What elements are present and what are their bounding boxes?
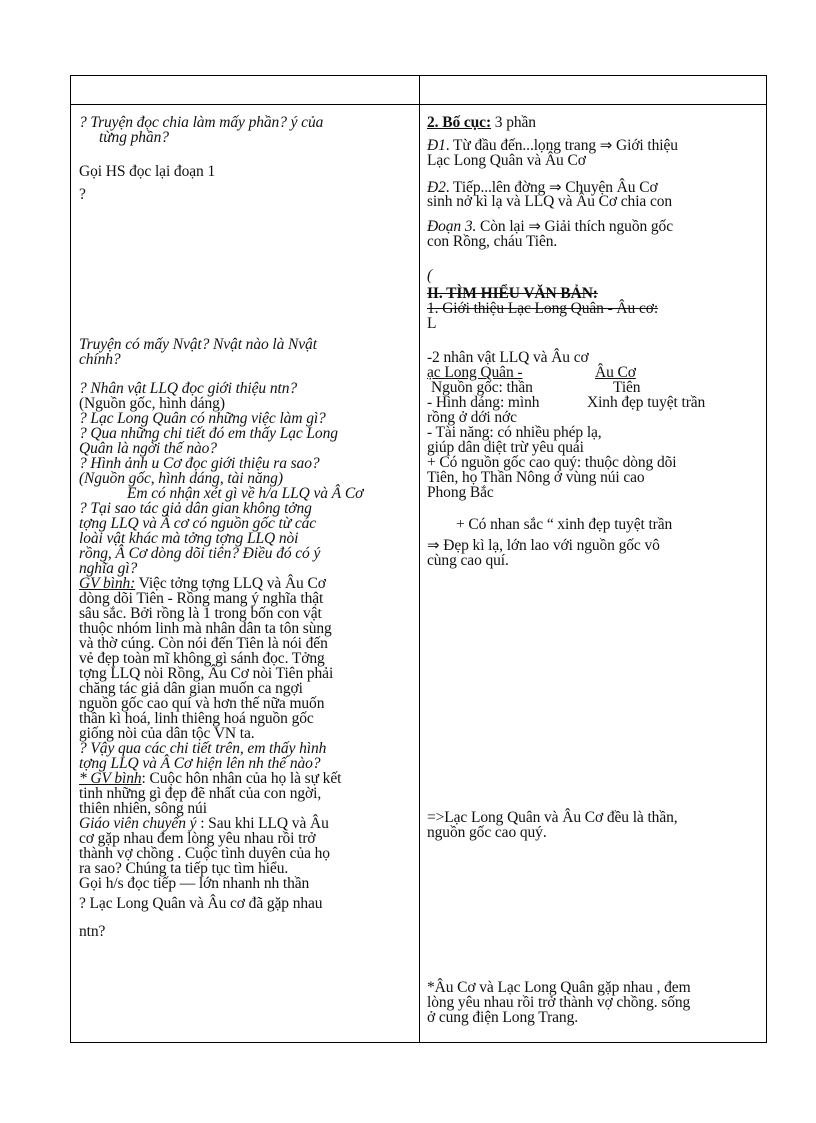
layout-heading-label: 2. Bố cục:: [427, 114, 492, 131]
transition-line-2: cơ gặp nhau đem lòng yêu nhau rồi trở: [79, 830, 316, 847]
question-characters-cont: chính?: [79, 351, 121, 368]
subsection-1-heading: 1. Giới thiệu Lạc Long Quân - Âu cơ:: [427, 300, 659, 317]
arrow-icon: ⇒: [427, 536, 440, 554]
comment-line-6: vẻ đẹp toàn mĩ không gì sánh đọc. Tởng: [79, 650, 325, 667]
meeting-summary: *Âu Cơ và Lạc Long Quân gặp nhau , đem: [427, 979, 691, 996]
part-3: Đoạn 3. Còn lại ⇒ Giải thích nguồn gốc: [427, 217, 673, 235]
arrow-icon: ⇒: [528, 217, 541, 235]
open-paren: (: [427, 267, 433, 284]
question-why-4: rồng, Â Cơ dòng dõi tiên? Điều đó có ý: [79, 545, 321, 562]
teacher-comment-2-label: * GV bình: [79, 770, 142, 787]
col-auco: Âu Cơ: [595, 364, 636, 381]
comment-line-9: nguồn gốc cao quí và hơn thế nữa muốn: [79, 695, 325, 712]
question-characters: Truyện có mấy Nvật? Nvật nào là Nvật: [79, 336, 317, 353]
question-meeting-cont: ntn?: [79, 923, 106, 940]
hint-origin-shape: (Nguồn gốc, hình dáng): [79, 395, 225, 412]
part-3-cont: con Rồng, cháu Tiên.: [427, 233, 558, 250]
layout-heading-value: 3 phần: [491, 114, 536, 131]
noble-origin-3: Phong Bắc: [427, 484, 494, 501]
question-why-5: nghĩa gì?: [79, 560, 138, 577]
question-why-2: tợng LLQ và Â cơ có nguồn gốc từ các: [79, 515, 317, 532]
question-llq-person-cont: Quân là ngời thế nào?: [79, 440, 217, 457]
conclusion-gods-cont: nguồn gốc cao quý.: [427, 824, 547, 841]
comment-line-11: giống nòi của dân tộc VN ta.: [79, 725, 255, 742]
teacher-comment-label: GV bình:: [79, 575, 136, 592]
part-2-cont: sinh nở kì lạ và LLQ và Âu Cơ chia con: [427, 193, 673, 210]
beauty-row: + Có nhan sắc “ xinh đẹp tuyệt trần: [456, 516, 673, 533]
read-paragraph-1: Gọi HS đọc lại đoạn 1: [79, 163, 216, 180]
meeting-summary-2: lòng yêu nhau rồi trở thành vợ chồng. sống: [427, 994, 691, 1011]
part-2: Đ2. Tiếp...lên đờng ⇒ Chuyện Âu Cơ: [427, 178, 658, 196]
lesson-table: [70, 75, 767, 1043]
comment-line-3: sâu sắc. Bởi rồng là 1 trong bốn con vật: [79, 605, 322, 622]
layout-heading: [427, 116, 536, 130]
arrow-icon: ⇒: [549, 178, 562, 196]
teacher-transition-text: : Sau khi LLQ và Âu: [196, 815, 329, 832]
talent-row: - Tài năng: có nhiều phép lạ,: [427, 424, 602, 441]
teacher-comment-text: Việc tởng tợng LLQ và Âu Cơ: [135, 575, 326, 592]
comment-line-5: và thờ cúng. Còn nói đến Tiên là nói đến: [79, 635, 328, 652]
comment2-line-3: thiên nhiên, sông núi: [79, 800, 207, 817]
question-parts-cont: từng phần?: [99, 129, 169, 146]
question-image: ? Vậy qua các chi tiết trên, em thấy hình: [79, 740, 327, 757]
talent-row-cont: giúp dân diệt trừ yêu quái: [427, 439, 584, 456]
question-image-cont: tợng LLQ và Â Cơ hiện lên nh thế nào?: [79, 755, 321, 772]
stray-letter: L: [427, 315, 437, 332]
comment2-line-2: tinh những gì đẹp đẽ nhất của con ngời,: [79, 785, 322, 802]
origin-row: Nguồn gốc: thần Tiên: [431, 379, 641, 396]
question-meeting: ? Lạc Long Quân và Âu cơ đã gặp nhau: [79, 895, 323, 912]
shape-row: - Hình dáng: mình Xinh đẹp tuyệt trần: [427, 394, 706, 411]
noble-origin-2: Tiên, họ Thần Nông ở vùng núi cao: [427, 469, 645, 486]
transition-line-3: thành vợ chồng . Cuộc tình duyên của họ: [79, 845, 330, 862]
conclusion-beauty-cont: cùng cao quí.: [427, 552, 509, 569]
teacher-comment-2: [79, 772, 341, 786]
section-2-heading: II. TÌM HIỂU VĂN BẢN:: [427, 285, 598, 302]
comment-line-10: thần kì hoá, linh thiêng hoá nguồn gốc: [79, 710, 314, 727]
noble-origin: + Có nguồn gốc cao quý: thuộc dòng dõi: [427, 454, 677, 471]
teacher-transition-label: Giáo viên chuyển ý: [79, 815, 197, 832]
question-llq-deeds: ? Lạc Long Quân có những việc làm gì?: [79, 410, 326, 427]
part-1-cont: Lạc Long Quân và Âu Cơ: [427, 152, 586, 169]
comment-line-4: thuộc nhóm linh mà nhân dân ta tôn sùng: [79, 620, 332, 637]
question-mark: ?: [79, 186, 86, 203]
read-next: Gọi h/s đọc tiếp — lớn nhanh nh thần: [79, 875, 310, 892]
col-llq: ạc Long Quân -: [427, 364, 523, 381]
question-llq-person: ? Qua những chi tiết đó em thấy Lạc Long: [79, 425, 338, 442]
teacher-comment-2-text: : Cuộc hôn nhân của họ là sự kết: [141, 770, 342, 787]
shape-row-cont: rồng ở dới nớc: [427, 409, 517, 426]
conclusion-gods: =>Lạc Long Quân và Âu Cơ đều là thần,: [427, 809, 678, 826]
question-comment: Em có nhận xét gì về h/a LLQ và Â Cơ: [127, 485, 364, 502]
question-auco-intro: ? Hình ảnh u Cơ đọc giới thiệu ra sao?: [79, 455, 320, 472]
question-why: ? Tại sao tác giả dân gian không tởng: [79, 500, 312, 517]
comment-line-2: dòng dõi Tiên - Rồng mang ý nghĩa thật: [79, 590, 324, 607]
transition-line-4: ra sao? Chúng ta tiếp tục tìm hiểu.: [79, 860, 289, 877]
question-llq-intro: ? Nhân vật LLQ đọc giới thiệu ntn?: [79, 380, 297, 397]
meeting-summary-3: ở cung điện Long Trang.: [427, 1009, 578, 1026]
column-divider: [419, 76, 420, 1042]
character-columns: [427, 364, 636, 381]
teacher-transition: [79, 817, 329, 831]
conclusion-beauty: ⇒ Đẹp kì lạ, lớn lao với nguồn gốc vô: [427, 536, 660, 554]
arrow-icon: ⇒: [599, 136, 613, 154]
hint-origin-shape-talent: (Nguồn gốc, hình dáng, tài năng): [79, 470, 283, 487]
comment-line-7: tợng LLQ nòi Rồng, Âu Cơ nòi Tiên phải: [79, 665, 334, 682]
two-characters: -2 nhân vật LLQ và Âu cơ: [427, 349, 589, 366]
part-1: Đ1. Từ đầu đến...lọng trang ⇒ Giới thiệu: [427, 136, 678, 154]
comment-line-8: chăng tác giả dân gian muốn ca ngợi: [79, 680, 303, 697]
question-parts: ? Truyện đọc chia làm mấy phần? ý của: [79, 114, 324, 131]
question-why-3: loài vật khác mà tởng tợng LLQ nòi: [79, 530, 299, 547]
teacher-comment: [79, 577, 326, 591]
